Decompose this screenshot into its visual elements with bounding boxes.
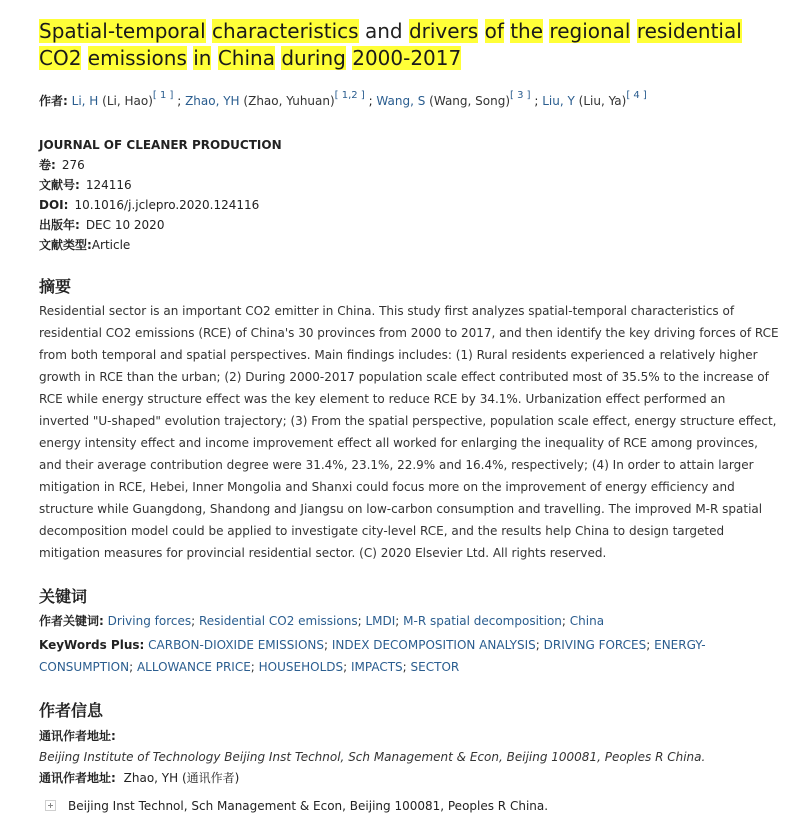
author-fullname: (Wang, Song)	[429, 94, 511, 108]
keyword-separator: ;	[191, 614, 199, 628]
author-link[interactable]: Li, H	[71, 94, 99, 108]
affiliation-ref[interactable]: [ 1,2 ]	[334, 90, 365, 101]
corr-address-text: Beijing Institute of Technology Beijing Inst Technol, Sch Management & Econ, Beijing 100081, Peoples R China.	[39, 750, 706, 764]
volume-value: 276	[61, 158, 85, 172]
keyword-separator: ;	[250, 660, 259, 674]
doi-value: 10.1016/j.jclepro.2020.124116	[74, 198, 260, 212]
address-row[interactable]	[45, 796, 548, 816]
abstract-heading: 摘要	[39, 277, 72, 296]
title-word: 2000-2017	[352, 46, 462, 70]
title-word: during	[281, 46, 346, 70]
author-fullname: (Zhao, Yuhuan)	[243, 94, 335, 108]
keyword-link[interactable]: China	[569, 614, 605, 628]
corr-author-name: Zhao, YH (通讯作者)	[123, 771, 240, 785]
keyword-link[interactable]: HOUSEHOLDS	[258, 660, 344, 674]
keyword-separator: ;	[324, 638, 332, 652]
author-link[interactable]: Zhao, YH	[185, 94, 240, 108]
keywords-heading: 关键词	[39, 587, 88, 606]
title-word: residential	[636, 19, 742, 43]
volume-label: 卷:	[39, 158, 56, 172]
record-title	[39, 18, 779, 72]
title-word: Spatial-temporal	[39, 19, 206, 43]
journal-name: JOURNAL OF CLEANER PRODUCTION	[39, 138, 282, 152]
keyword-link[interactable]: ENERGY-CONSUMPTION	[39, 638, 706, 674]
title-word: of	[484, 19, 504, 43]
author-link[interactable]: Liu, Y	[542, 94, 575, 108]
title-word: drivers	[408, 19, 479, 43]
doc-type-row	[39, 235, 282, 255]
affiliation-ref[interactable]: [ 1 ]	[152, 90, 174, 101]
title-word: and	[364, 19, 403, 43]
keyword-link[interactable]: ALLOWANCE PRICE	[136, 660, 251, 674]
keyword-link[interactable]: Driving forces	[107, 614, 192, 628]
keyword-separator: ;	[561, 614, 570, 628]
authors-line: 作者: Li, H (Li, Hao)[ 1 ] ; Zhao, YH (Zhao, Yuhuan)[ 1,2 ] ; Wang, S (Wang, Song)[ 3 ] ; Liu, Y (Liu, Ya)[ 4 ]	[39, 90, 647, 108]
doc-type-label: 文献类型:	[39, 238, 92, 252]
affiliation-ref[interactable]: [ 3 ]	[510, 90, 531, 101]
plus-icon[interactable]	[45, 800, 56, 811]
affiliation-ref[interactable]: [ 4 ]	[626, 90, 647, 101]
abstract-text: Residential sector is an important CO2 emitter in China. This study first analyzes spatial-temporal characteristics of residential CO2 emissions (RCE) of China's 30 provinces from 2000 to 2017, and then identify the key driving forces of RCE from both temporal and spatial perspectives. Main findings includes: (1) Rural residents experienced a relatively higher growth in RCE than the urban; (2) During 2000-2017 population scale effect contributed most of 35.5% to the increase of RCE while energy structure effect was the key element to reduce RCE by 34.1%. Urbanization effect performed an inverted "U-shaped" evolution trajectory; (3) From the spatial perspective, population scale effect, energy structure effect, energy intensity effect and income improvement effect all worked for enlarging the inequality of RCE among provinces, and their average contribution degree were 31.4%, 23.1%, 22.9% and 16.4%, respectively; (4) In order to attain larger mitigation in RCE, Hebei, Inner Mongolia and Shanxi could focus more on the improvement of energy efficiency and structure while Guangdong, Shandong and Jiangsu on low-carbon consumption and travelling. The improved M-R spatial decomposition model could be applied to investigate city-level RCE, and the results help China to design targeted mitigation measures for provincial residential sector. (C) 2020 Elsevier Ltd. All rights reserved.	[39, 304, 779, 560]
author-link[interactable]: Wang, S	[376, 94, 426, 108]
pub-date-label: 出版年:	[39, 218, 80, 232]
doi-label: DOI:	[39, 198, 69, 212]
keyword-link[interactable]: M-R spatial decomposition	[403, 614, 562, 628]
author-info-block	[39, 726, 779, 788]
title-word: China	[217, 46, 275, 70]
author-info-heading: 作者信息	[39, 701, 104, 720]
keyword-separator: ;	[357, 614, 366, 628]
title-word: CO2	[39, 46, 82, 70]
title-word: in	[193, 46, 212, 70]
address-text: Beijing Inst Technol, Sch Management & Econ, Beijing 100081, Peoples R China.	[68, 799, 549, 813]
keyword-separator: ;	[402, 660, 411, 674]
doc-type-value: Article	[91, 238, 131, 252]
volume-row	[39, 155, 282, 175]
keyword-separator: ;	[395, 614, 404, 628]
keyword-separator: ;	[535, 638, 544, 652]
keyword-link[interactable]: CARBON-DIOXIDE EMISSIONS	[148, 638, 324, 652]
keyword-separator: ;	[129, 660, 137, 674]
article-number-row	[39, 175, 282, 195]
keyword-link[interactable]: INDEX DECOMPOSITION ANALYSIS	[331, 638, 536, 652]
keyword-separator: ;	[343, 660, 351, 674]
keywords-plus-label: KeyWords Plus:	[39, 638, 145, 652]
journal-info	[39, 135, 282, 255]
article-number-label: 文献号:	[39, 178, 80, 192]
author-keywords-label: 作者关键词:	[39, 614, 104, 628]
keyword-separator: ;	[646, 638, 655, 652]
authors-label: 作者:	[39, 94, 68, 108]
title-word: the	[510, 19, 544, 43]
pub-date-row	[39, 215, 282, 235]
author-keywords-line	[39, 610, 784, 632]
title-word: regional	[549, 19, 631, 43]
keyword-link[interactable]: DRIVING FORCES	[543, 638, 647, 652]
keyword-link[interactable]: Residential CO2 emissions	[198, 614, 358, 628]
pub-date-value: DEC 10 2020	[85, 218, 165, 232]
keyword-link[interactable]: IMPACTS	[350, 660, 403, 674]
article-number-value: 124116	[85, 178, 132, 192]
keyword-link[interactable]: SECTOR	[410, 660, 460, 674]
keyword-link[interactable]: LMDI	[365, 614, 396, 628]
keywords-plus-line	[39, 634, 784, 678]
corr-address-label: 通讯作者地址:	[39, 729, 116, 743]
author-fullname: (Liu, Ya)	[578, 94, 627, 108]
keywords-block	[39, 610, 784, 680]
author-fullname: (Li, Hao)	[102, 94, 153, 108]
doi-row	[39, 195, 282, 215]
corr-author-row	[39, 768, 779, 788]
title-word: emissions	[87, 46, 187, 70]
title-word: characteristics	[212, 19, 359, 43]
corr-author-label: 通讯作者地址:	[39, 771, 116, 785]
